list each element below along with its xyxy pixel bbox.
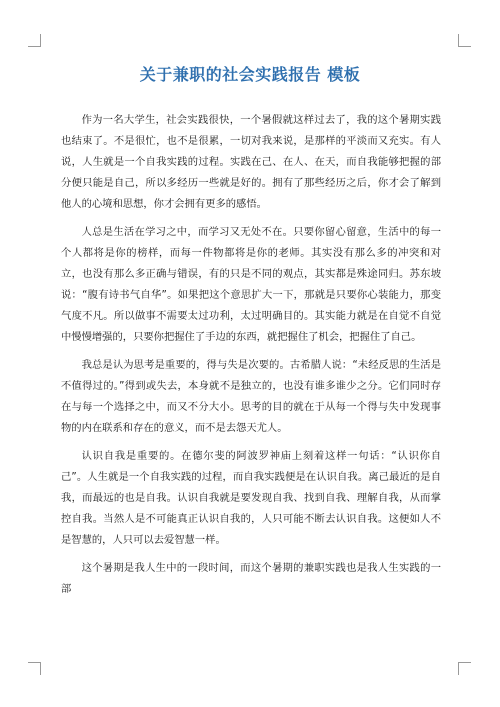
document-body	[61, 110, 441, 607]
crop-mark-top-right	[458, 34, 471, 47]
paragraph-4: 认识自我是重要的。在德尔斐的阿波罗神庙上刻着这样一句话：“认识你自己”。人生就是一个自我实践的过程，而自我实践便是在认识自我。离己最近的是自我，而最远的也是自我。认识自我就是要发现自我、找到自我、理解自我，从而掌控自我。当然人是不可能真正认识自我的，人只可能不断去认识自我。这便如人不是智慧的，人只可以去爱智慧一样。	[61, 450, 441, 546]
crop-mark-bottom-left	[28, 662, 41, 675]
crop-mark-bottom-right	[458, 662, 471, 675]
document-title: 关于兼职的社会实践报告 模板	[139, 65, 361, 84]
paragraph-5: 这个暑期是我人生中的一段时间，而这个暑期的兼职实践也是我人生实践的一部	[61, 562, 441, 595]
crop-mark-top-left	[28, 34, 41, 47]
paragraph-1: 作为一名大学生，社会实践很快，一个暑假就这样过去了，我的这个暑期实践也结束了。不是很忙，也不是很累，一切对我来说，是那样的平淡而又充实。有人说，人生就是一个自我实践的过程。实践在己、在人、在天，而自我能够把握的部分便只能是自己，所以多经历一些就是好的。拥有了那些经历之后，你才会了解到他人的心境和思想，你才会拥有更多的感悟。	[61, 114, 441, 210]
paragraph-3: 我总是认为思考是重要的，得与失是次要的。古希腊人说：“未经反思的生活是不值得过的。”得到或失去，本身就不是独立的，也没有谁多谁少之分。它们同时存在与每一个选择之中，而又不分大小。思考的目的就在于从每一个得与失中发现事物的内在联系和存在的意义，而不是去怨天尤人。	[61, 359, 441, 434]
paragraph-2: 人总是生活在学习之中，而学习又无处不在。只要你留心留意，生活中的每一个人都将是你的榜样，而每一件物都将是你的老师。其实没有那么多的冲突和对立，也没有那么多正确与错误，有的只是不同的观点，其实都是殊途同归。苏东坡说：“腹有诗书气自华”。如果把这个意思扩大一下，那就是只要你心装能力，那变气度不凡。所以做事不需要太过功利，太过明确目的。其实能力就是在自觉不自觉中慢慢增强的，只要你把握住了手边的东西，就把握住了机会，把握住了自己。	[61, 226, 441, 343]
